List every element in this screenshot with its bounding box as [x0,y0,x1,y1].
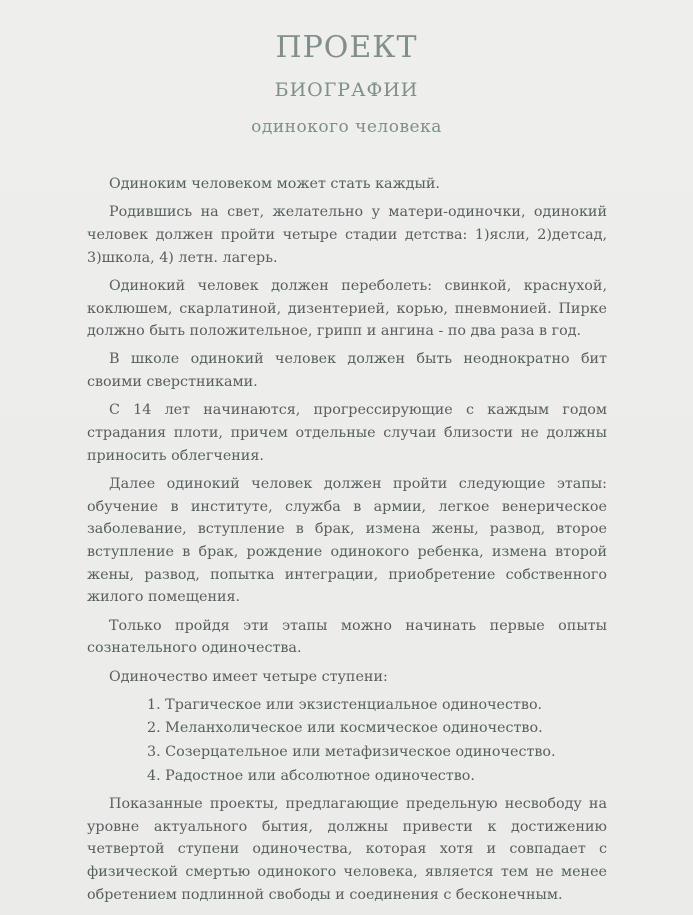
document-title: ПРОЕКТ [275,30,418,65]
paragraph-conscious-loneliness: Только пройдя эти этапы можно начинать первые опыты сознательного одиночества. [87,617,607,657]
paragraph-conclusion: Показанные проекты, предлагающие предельную несвободу на уровне актуального бытия, должны привести к достижению четвертой ступени одиночества, которая хотя и совпадает с физической смертью одинокого человека, является тем не менее обретением подлинной свободы и соединения с бесконечным. [87,796,607,903]
stage-item-4: 4. Радостное или абсолютное одиночество. [147,767,475,784]
stage-item-1: 1. Трагическое или экзистенциальное одиночество. [147,696,543,713]
stage-item-2: 2. Меланхолическое или космическое одиночество. [147,720,543,737]
paragraph-adolescence: С 14 лет начинаются, прогрессирующие с каждым годом страдания плоти, причем отдельные случаи близости не должны приносить облегчения. [87,402,607,464]
document-body [87,173,607,912]
stages-list [87,694,607,788]
paragraph-adult-stages: Далее одинокий человек должен пройти следующие этапы: обучение в институте, служба в армии, легкое венерическое заболевание, вступление в брак, измена жены, развод, второе вступление в брак, рождение одинокого ребенка, измена второй жены, развод, попытка интеграции, приобретение собственного жилого помещения. [87,475,607,606]
paragraph-childhood: Родившись на свет, желательно у матери-одиночки, одинокий человек должен пройти четыре стадии детства: 1)ясли, 2)детсад, 3)школа, 4) летн. лагерь. [87,204,607,266]
paragraph-illnesses: Одинокий человек должен переболеть: свинкой, краснухой, коклюшем, скарлатиной, дизентерией, корью, пневмонией. Пирке должно быть положительное, грипп и ангина - по два раза в год. [87,277,607,340]
paragraph-school: В школе одинокий человек должен быть неоднократно бит своими сверстниками. [87,351,607,391]
document-subtitle-secondary: одинокого человека [251,117,442,137]
stage-item-3: 3. Созерцательное или метафизическое одиночество. [147,744,556,761]
document-subtitle: БИОГРАФИИ [274,79,419,101]
paragraph-intro: Одиноким человеком может стать каждый. [109,176,440,192]
paragraph-four-stages-intro: Одиночество имеет четыре ступени: [109,668,388,685]
